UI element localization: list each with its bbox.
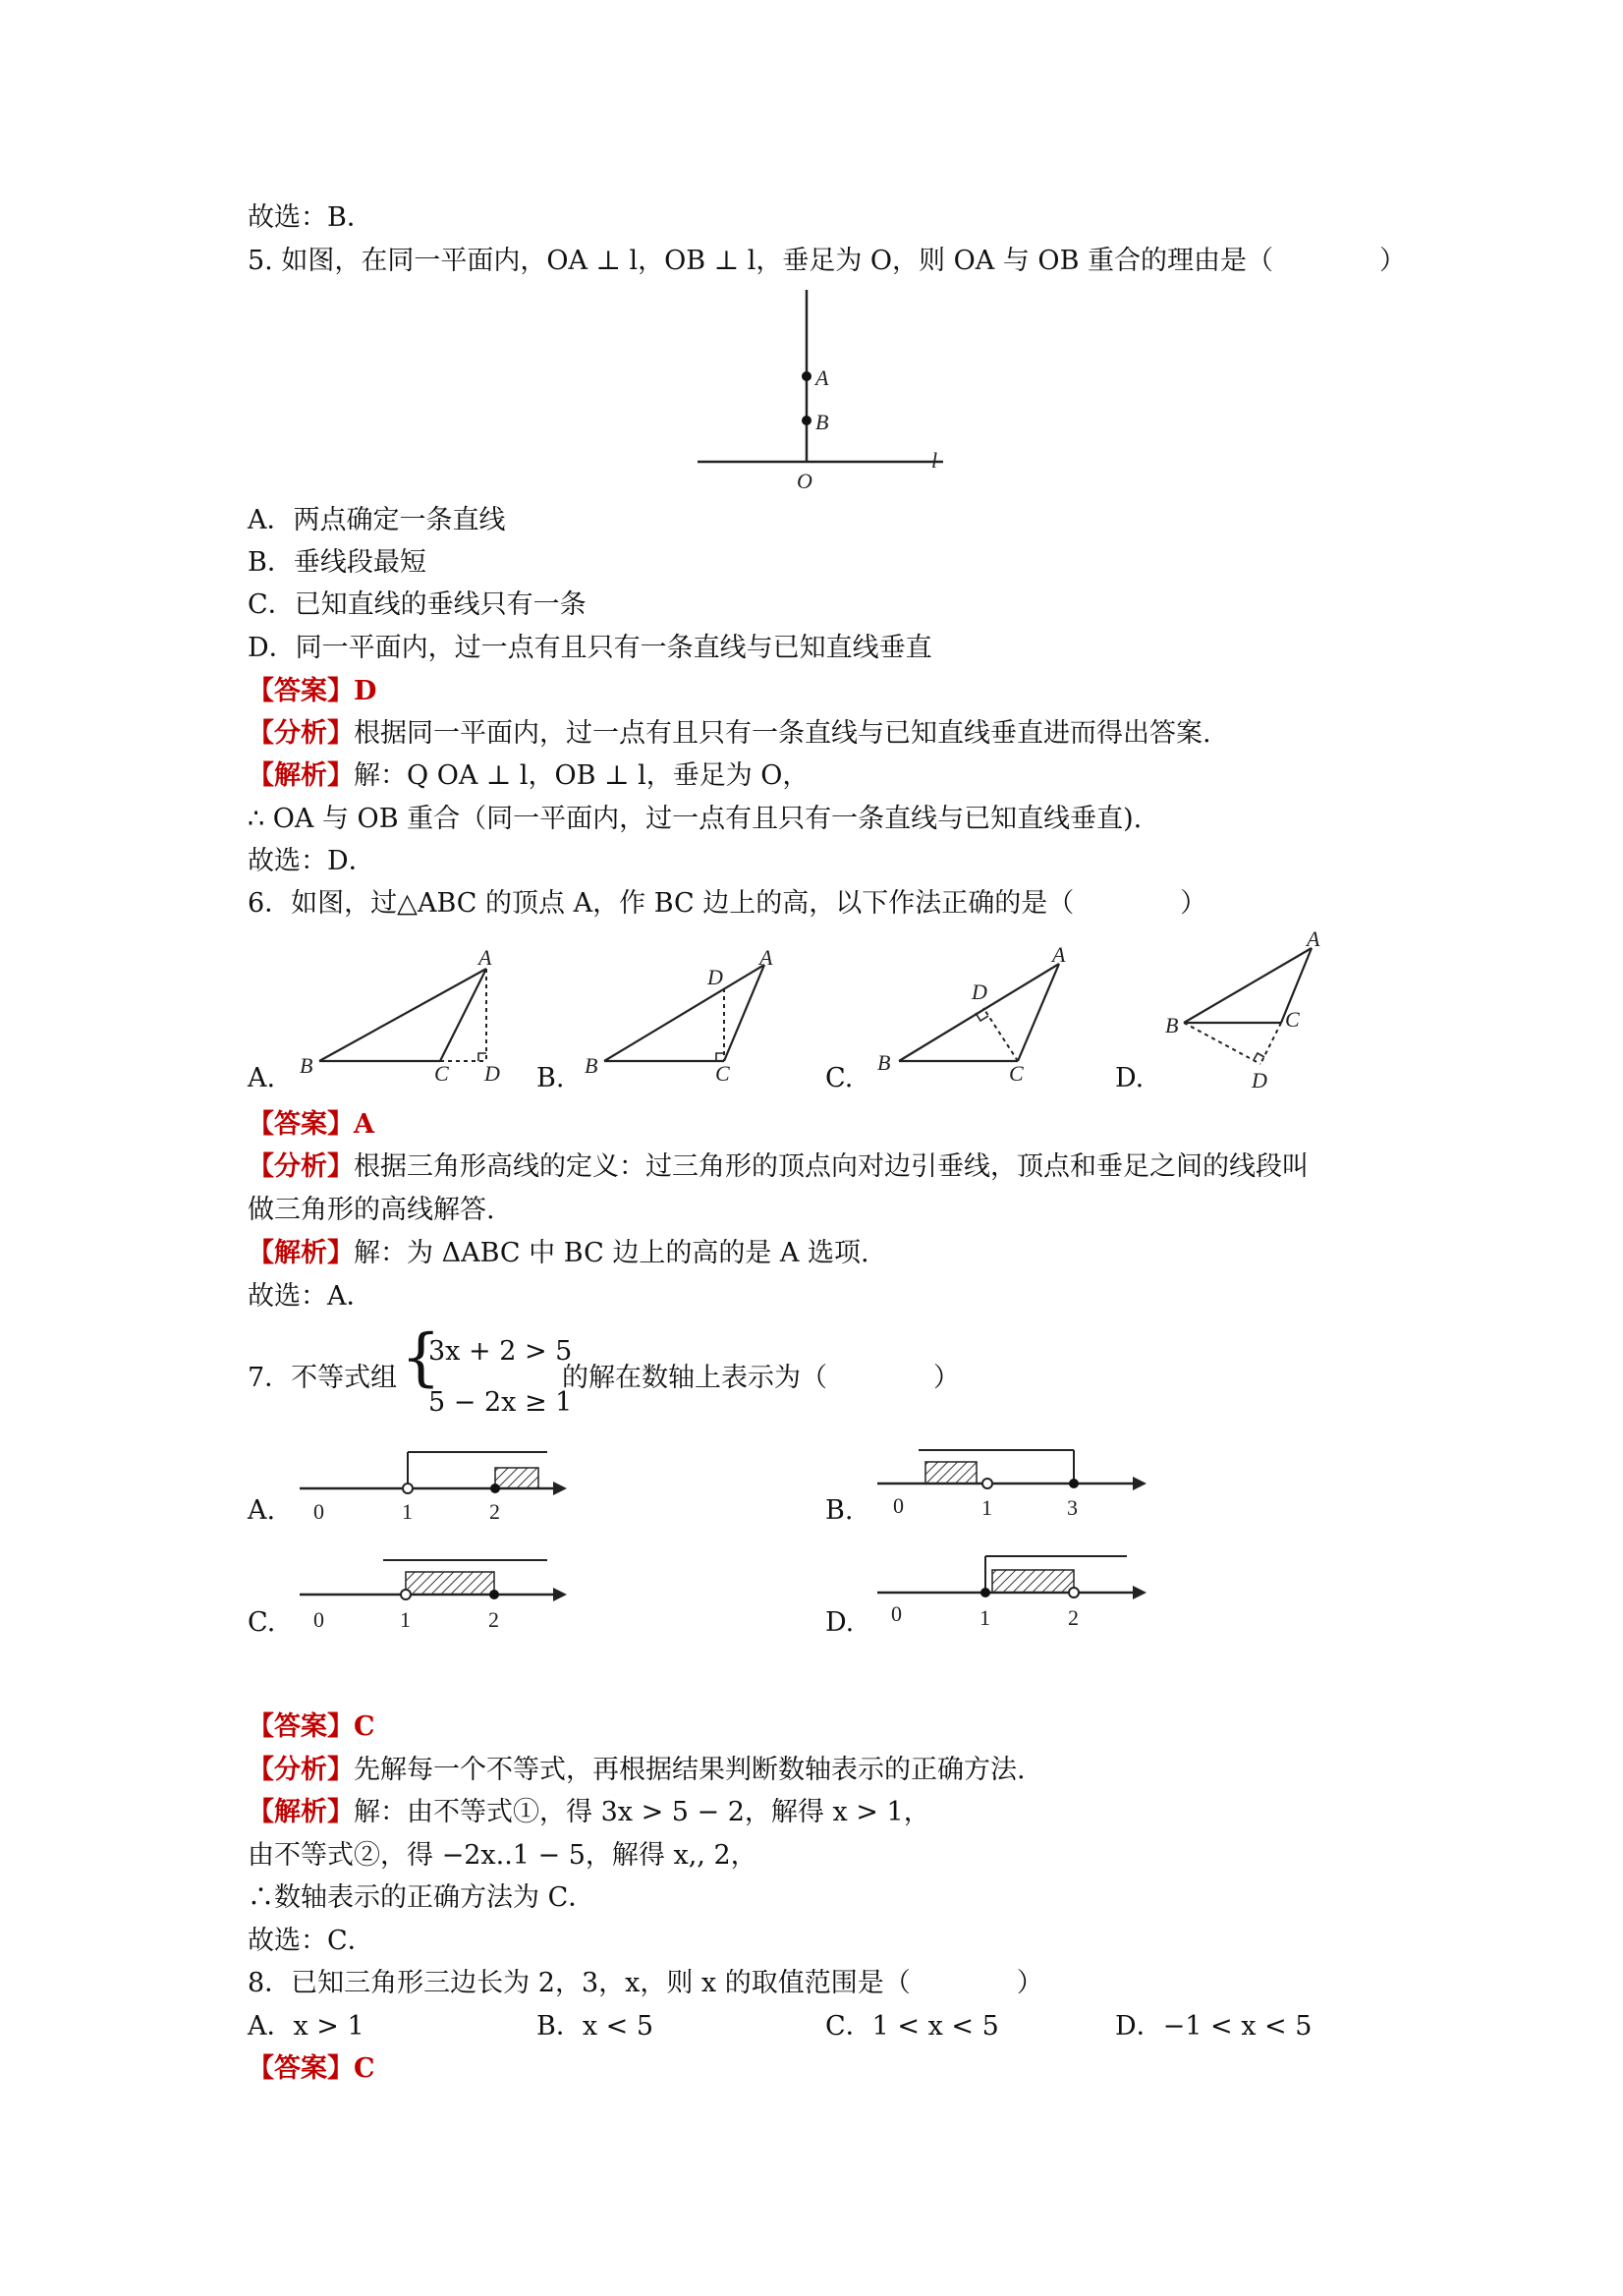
tick-1: 1	[402, 1499, 413, 1524]
q5-option-a: A．两点确定一条直线	[248, 505, 506, 535]
point-a-label: A	[815, 365, 829, 390]
q5-option-c: C．已知直线的垂线只有一条	[248, 589, 587, 620]
b-label: B	[300, 1053, 313, 1078]
d-label: D	[1252, 1068, 1267, 1092]
q7-solution-3: ∴数轴表示的正确方法为 C．	[248, 1882, 595, 1913]
tick-3: 3	[1067, 1495, 1078, 1520]
point-o-label: O	[797, 469, 812, 493]
q6-solution-2: 故选：A．	[248, 1281, 373, 1312]
question-8: 8．已知三角形三边长为 2，3，x，则 x 的取值范围是（ ）	[248, 1968, 1043, 1998]
number-line-b	[869, 1442, 1164, 1531]
tick-0: 0	[313, 1607, 324, 1632]
figure-q6-a	[290, 943, 535, 1091]
d-label: D	[972, 980, 987, 1004]
tick-1: 1	[400, 1607, 411, 1632]
tick-1: 1	[979, 1605, 990, 1630]
q8-option-d: D．−1 < x < 5	[1115, 2011, 1313, 2042]
tick-0: 0	[891, 1601, 902, 1626]
q5-option-b: B．垂线段最短	[248, 547, 426, 578]
tick-0: 0	[313, 1499, 324, 1524]
q5-option-d: D．同一平面内，过一点有且只有一条直线与已知直线垂直	[248, 633, 932, 663]
q7-option-b-label: B.	[825, 1495, 854, 1526]
a-label: A	[1052, 942, 1066, 967]
q5-solution-3: 故选：D．	[248, 846, 375, 876]
q6-option-a-label: A.	[248, 1063, 276, 1093]
q7-solution-4: 故选：C．	[248, 1926, 374, 1956]
q5-answer: 【答案】D	[248, 676, 377, 706]
figure-q6-b	[580, 943, 796, 1091]
tick-2: 2	[488, 1607, 499, 1632]
tick-0: 0	[893, 1493, 904, 1518]
point-b-label: B	[815, 410, 829, 434]
q6-analysis: 【分析】根据三角形高线的定义：过三角形的顶点向对边引垂线，顶点和垂足之间的线段叫	[248, 1151, 1309, 1182]
q7-answer: 【答案】C	[248, 1711, 375, 1742]
q6-option-c-label: C.	[825, 1063, 854, 1093]
q7-option-a-label: A.	[248, 1495, 276, 1526]
q7-option-c-label: C.	[248, 1607, 276, 1638]
d-label: D	[484, 1061, 500, 1086]
inequality-1: 3x + 2 > 5	[428, 1336, 573, 1367]
q6-answer: 【答案】A	[248, 1109, 374, 1140]
c-label: C	[715, 1061, 730, 1086]
tick-2: 2	[489, 1499, 500, 1524]
b-label: B	[1165, 1013, 1179, 1037]
q8-option-b: B．x < 5	[536, 2011, 654, 2042]
b-label: B	[585, 1053, 598, 1078]
a-label: A	[1307, 926, 1320, 951]
q5-solution: 【解析】解：Q OA ⊥ l，OB ⊥ l，垂足为 O，	[248, 760, 810, 791]
q5-solution-2: ∴ OA 与 OB 重合（同一平面内，过一点有且只有一条直线与已知直线垂直).	[248, 804, 1143, 834]
q7-analysis: 【分析】先解每一个不等式，再根据结果判断数轴表示的正确方法.	[248, 1755, 1026, 1785]
q6-option-b-label: B.	[536, 1063, 565, 1093]
q6-solution: 【解析】解：为 ΔABC 中 BC 边上的高的是 A 选项.	[248, 1238, 869, 1268]
q6-analysis-2: 做三角形的高线解答.	[248, 1195, 495, 1225]
q6-option-d-label: D.	[1115, 1063, 1145, 1093]
number-line-d	[869, 1550, 1164, 1639]
q5-analysis: 【分析】根据同一平面内，过一点有且只有一条直线与已知直线垂直进而得出答案.	[248, 718, 1211, 749]
question-5: 5. 如图，在同一平面内，OA ⊥ l，OB ⊥ l，垂足为 O，则 OA 与 OB 重合的理由是（ ）	[248, 246, 1406, 276]
q8-answer: 【答案】C	[248, 2053, 375, 2084]
brace: {	[401, 1321, 441, 1394]
q7-solution-2: 由不等式②，得 −2x..1 − 5，解得 x,, 2，	[248, 1840, 757, 1871]
inequality-2: 5 − 2x ≥ 1	[428, 1387, 573, 1418]
number-line-a	[290, 1442, 585, 1531]
tick-1: 1	[981, 1495, 992, 1520]
q7-solution: 【解析】解：由不等式①，得 3x > 5 − 2，解得 x > 1，	[248, 1797, 930, 1827]
q7-option-d-label: D.	[825, 1607, 855, 1638]
c-label: C	[1285, 1007, 1300, 1032]
question-7-suffix: 的解在数轴上表示为（ ）	[562, 1363, 960, 1393]
b-label: B	[877, 1050, 891, 1075]
text-line: 故选：B．	[248, 202, 373, 233]
tick-2: 2	[1068, 1605, 1079, 1630]
q8-option-a: A．x > 1	[248, 2011, 364, 2042]
c-label: C	[1009, 1061, 1024, 1086]
number-line-c	[290, 1550, 585, 1639]
a-label: A	[478, 945, 492, 970]
q8-option-c: C．1 < x < 5	[825, 2011, 999, 2042]
figure-q6-d	[1159, 928, 1336, 1095]
figure-q6-c	[869, 938, 1086, 1091]
question-7-prefix: 7．不等式组	[248, 1363, 398, 1393]
c-label: C	[434, 1061, 449, 1086]
figure-q5	[688, 290, 963, 496]
line-l-label: l	[931, 448, 938, 473]
a-label: A	[759, 945, 773, 970]
question-6: 6．如图，过△ABC 的顶点 A，作 BC 边上的高，以下作法正确的是（ ）	[248, 888, 1207, 919]
d-label: D	[707, 965, 723, 989]
